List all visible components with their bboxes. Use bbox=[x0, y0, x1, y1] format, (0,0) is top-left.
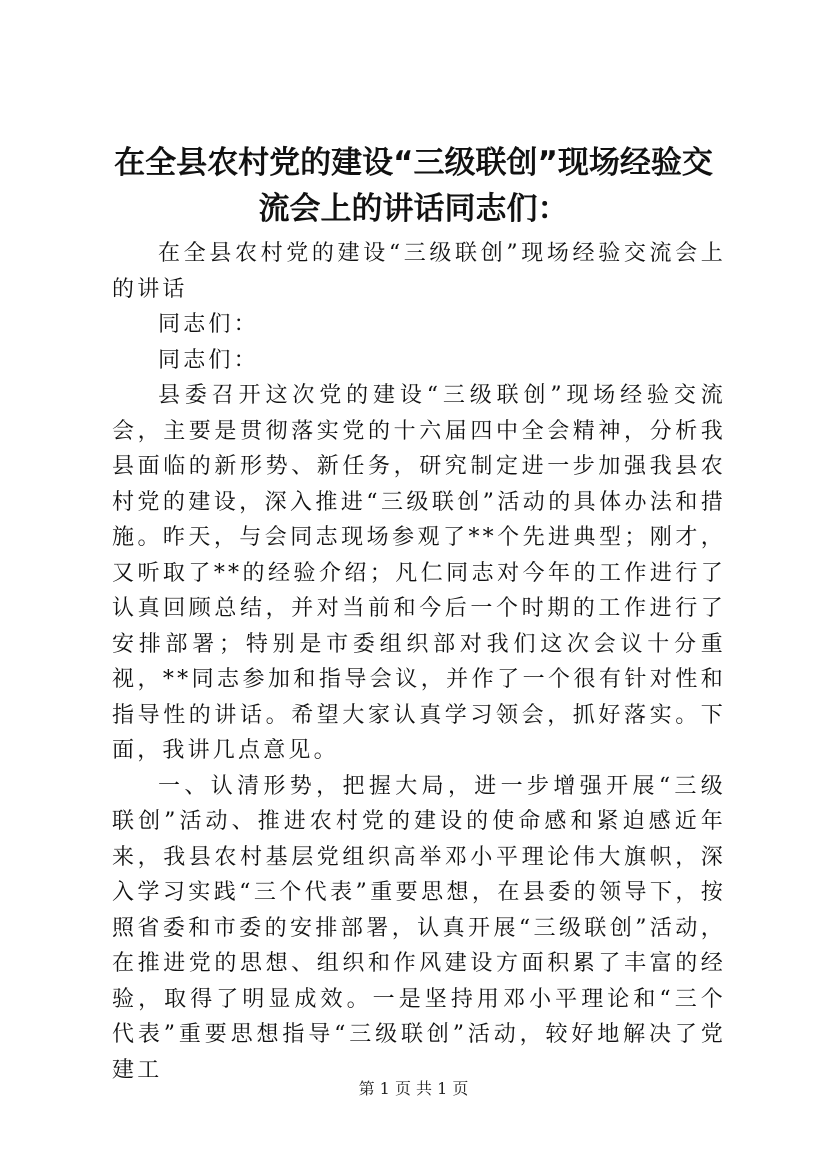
paragraph-heading-line: 在全县农村党的建设“三级联创”现场经验交流会上的讲话 bbox=[112, 241, 726, 302]
paragraph-salutation-2: 同志们： bbox=[158, 347, 259, 373]
document-title: 在全县农村党的建设“三级联创”现场经验交流会上的讲话同志们： bbox=[114, 145, 713, 227]
paragraph-section-one: 一、认清形势，把握大局，进一步增强开展“三级联创”活动、推进农村党的建设的使命感和紧迫感近年来，我县农村基层党组织高举邓小平理论伟大旗帜，深入学习实践“三个代表”重要思想，在县委的领导下，按照省委和市委的安排部署，认真开展“三级联创”活动，在推进党的思想、组织和作风建设方面积累了丰富的经验，取得了明显成效。一是坚持用邓小平理论和“三个代表”重要思想指导“三级联创”活动，较好地解决了党建工 bbox=[112, 773, 726, 1083]
page-footer: 第 1 页 共 1 页 bbox=[358, 1079, 469, 1098]
document-body bbox=[112, 236, 726, 1088]
paragraph-intro: 县委召开这次党的建设“三级联创”现场经验交流会，主要是贯彻落实党的十六届四中全会精神，分析我县面临的新形势、新任务，研究制定进一步加强我县农村党的建设，深入推进“三级联创”活动的具体办法和措施。昨天，与会同志现场参观了**个先进典型；刚才，又听取了**的经验介绍；凡仁同志对今年的工作进行了认真回顾总结，并对当前和今后一个时期的工作进行了安排部署；特别是市委组织部对我们这次会议十分重视，**同志参加和指导会议，并作了一个很有针对性和指导性的讲话。希望大家认真学习领会，抓好落实。下面，我讲几点意见。 bbox=[112, 383, 726, 763]
paragraph-salutation-1: 同志们： bbox=[158, 312, 259, 337]
